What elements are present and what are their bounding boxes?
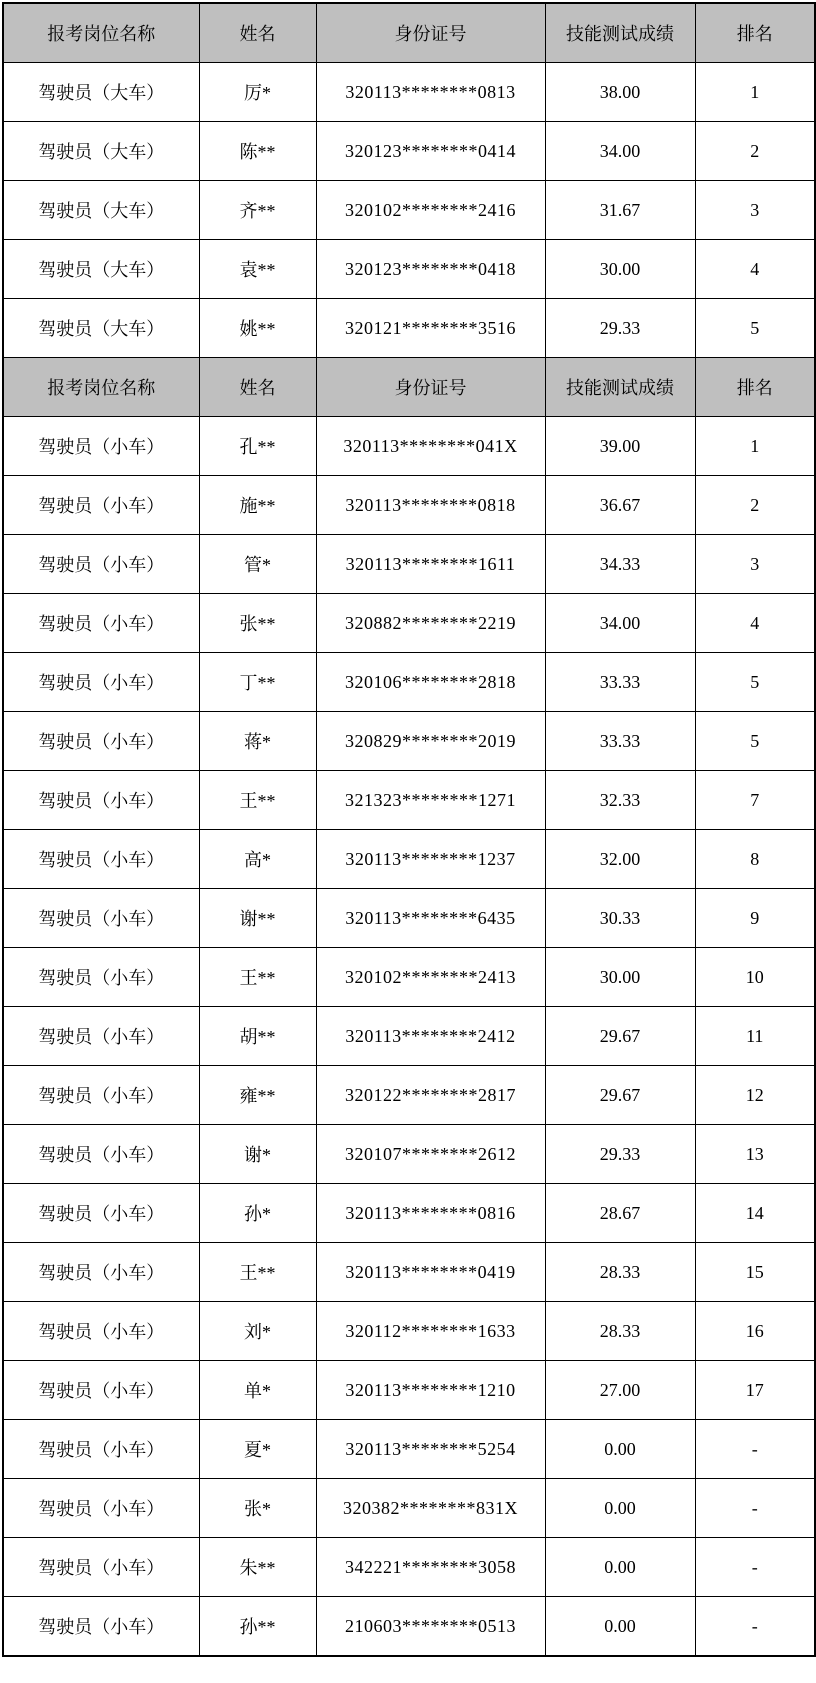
cell-id: 320113********1237 (316, 830, 545, 889)
cell-score: 29.33 (545, 299, 695, 358)
cell-score: 39.00 (545, 417, 695, 476)
cell-position: 驾驶员（大车） (3, 181, 199, 240)
table-row (3, 181, 815, 240)
col-header-id: 身份证号 (316, 358, 545, 417)
cell-id: 320102********2416 (316, 181, 545, 240)
cell-score: 0.00 (545, 1420, 695, 1479)
cell-name: 袁** (199, 240, 316, 299)
cell-score: 28.33 (545, 1302, 695, 1361)
cell-score: 33.33 (545, 653, 695, 712)
cell-rank: 16 (695, 1302, 815, 1361)
col-header-name: 姓名 (199, 358, 316, 417)
cell-rank: 3 (695, 535, 815, 594)
cell-position: 驾驶员（小车） (3, 653, 199, 712)
cell-rank: 2 (695, 476, 815, 535)
cell-name: 张** (199, 594, 316, 653)
cell-rank: 15 (695, 1243, 815, 1302)
cell-id: 320113********0419 (316, 1243, 545, 1302)
cell-id: 320113********0818 (316, 476, 545, 535)
col-header-rank: 排名 (695, 358, 815, 417)
cell-id: 320122********2817 (316, 1066, 545, 1125)
cell-rank: 9 (695, 889, 815, 948)
cell-id: 320123********0414 (316, 122, 545, 181)
cell-position: 驾驶员（小车） (3, 1302, 199, 1361)
cell-name: 厉* (199, 63, 316, 122)
cell-id: 320102********2413 (316, 948, 545, 1007)
table-row (3, 771, 815, 830)
cell-rank: 5 (695, 653, 815, 712)
cell-id: 320113********1210 (316, 1361, 545, 1420)
col-header-score: 技能测试成绩 (545, 358, 695, 417)
cell-position: 驾驶员（小车） (3, 771, 199, 830)
cell-position: 驾驶员（小车） (3, 1066, 199, 1125)
cell-id: 342221********3058 (316, 1538, 545, 1597)
cell-id: 321323********1271 (316, 771, 545, 830)
cell-score: 32.00 (545, 830, 695, 889)
cell-name: 管* (199, 535, 316, 594)
cell-name: 姚** (199, 299, 316, 358)
table-row (3, 1184, 815, 1243)
col-header-position: 报考岗位名称 (3, 358, 199, 417)
table-row (3, 1007, 815, 1066)
cell-id: 320107********2612 (316, 1125, 545, 1184)
col-header-score: 技能测试成绩 (545, 3, 695, 63)
cell-position: 驾驶员（小车） (3, 1361, 199, 1420)
cell-id: 320121********3516 (316, 299, 545, 358)
table-row (3, 417, 815, 476)
cell-rank: 4 (695, 594, 815, 653)
cell-score: 34.00 (545, 594, 695, 653)
table-row (3, 1302, 815, 1361)
table-row (3, 63, 815, 122)
cell-name: 张* (199, 1479, 316, 1538)
cell-name: 蒋* (199, 712, 316, 771)
cell-position: 驾驶员（小车） (3, 417, 199, 476)
cell-id: 320113********0816 (316, 1184, 545, 1243)
cell-position: 驾驶员（小车） (3, 1538, 199, 1597)
cell-rank: 17 (695, 1361, 815, 1420)
cell-score: 29.67 (545, 1066, 695, 1125)
cell-position: 驾驶员（小车） (3, 476, 199, 535)
cell-score: 28.67 (545, 1184, 695, 1243)
cell-name: 王** (199, 771, 316, 830)
cell-rank: 14 (695, 1184, 815, 1243)
table-row (3, 653, 815, 712)
cell-rank: 2 (695, 122, 815, 181)
cell-name: 夏* (199, 1420, 316, 1479)
cell-position: 驾驶员（小车） (3, 1125, 199, 1184)
table-row (3, 594, 815, 653)
cell-name: 王** (199, 1243, 316, 1302)
table-row (3, 476, 815, 535)
cell-name: 丁** (199, 653, 316, 712)
cell-id: 320113********6435 (316, 889, 545, 948)
cell-score: 0.00 (545, 1538, 695, 1597)
col-header-name: 姓名 (199, 3, 316, 63)
table-row (3, 1420, 815, 1479)
cell-position: 驾驶员（大车） (3, 240, 199, 299)
cell-rank: 1 (695, 63, 815, 122)
table-row (3, 1125, 815, 1184)
col-header-position: 报考岗位名称 (3, 3, 199, 63)
cell-id: 320123********0418 (316, 240, 545, 299)
table-row (3, 1479, 815, 1538)
cell-position: 驾驶员（小车） (3, 594, 199, 653)
cell-score: 0.00 (545, 1597, 695, 1657)
cell-score: 33.33 (545, 712, 695, 771)
cell-rank: 5 (695, 712, 815, 771)
cell-position: 驾驶员（大车） (3, 122, 199, 181)
table-row (3, 889, 815, 948)
cell-position: 驾驶员（小车） (3, 1184, 199, 1243)
cell-rank: 7 (695, 771, 815, 830)
cell-score: 32.33 (545, 771, 695, 830)
table-row (3, 1538, 815, 1597)
cell-id: 320113********1611 (316, 535, 545, 594)
cell-score: 29.33 (545, 1125, 695, 1184)
cell-id: 320382********831X (316, 1479, 545, 1538)
cell-rank: 4 (695, 240, 815, 299)
cell-name: 单* (199, 1361, 316, 1420)
cell-score: 36.67 (545, 476, 695, 535)
cell-score: 27.00 (545, 1361, 695, 1420)
cell-name: 孔** (199, 417, 316, 476)
results-table (2, 2, 816, 1657)
cell-score: 0.00 (545, 1479, 695, 1538)
table-row (3, 535, 815, 594)
cell-score: 28.33 (545, 1243, 695, 1302)
cell-name: 孙** (199, 1597, 316, 1657)
cell-rank: - (695, 1420, 815, 1479)
table-row (3, 830, 815, 889)
cell-id: 320112********1633 (316, 1302, 545, 1361)
cell-name: 孙* (199, 1184, 316, 1243)
table-row (3, 1066, 815, 1125)
cell-position: 驾驶员（大车） (3, 63, 199, 122)
cell-rank: 13 (695, 1125, 815, 1184)
cell-id: 320113********0813 (316, 63, 545, 122)
cell-name: 齐** (199, 181, 316, 240)
table-row (3, 299, 815, 358)
cell-name: 谢* (199, 1125, 316, 1184)
cell-rank: - (695, 1479, 815, 1538)
cell-position: 驾驶员（小车） (3, 948, 199, 1007)
cell-position: 驾驶员（小车） (3, 1007, 199, 1066)
cell-rank: 1 (695, 417, 815, 476)
cell-id: 320829********2019 (316, 712, 545, 771)
cell-rank: 8 (695, 830, 815, 889)
cell-id: 210603********0513 (316, 1597, 545, 1657)
cell-rank: - (695, 1538, 815, 1597)
cell-id: 320113********2412 (316, 1007, 545, 1066)
cell-id: 320113********5254 (316, 1420, 545, 1479)
cell-rank: 10 (695, 948, 815, 1007)
table-row (3, 1361, 815, 1420)
cell-score: 34.33 (545, 535, 695, 594)
cell-name: 王** (199, 948, 316, 1007)
cell-rank: 5 (695, 299, 815, 358)
cell-rank: 12 (695, 1066, 815, 1125)
table-row (3, 712, 815, 771)
table-header-row-large-vehicle (3, 3, 815, 63)
cell-name: 陈** (199, 122, 316, 181)
table-row (3, 122, 815, 181)
cell-rank: 3 (695, 181, 815, 240)
cell-name: 雍** (199, 1066, 316, 1125)
cell-position: 驾驶员（小车） (3, 1597, 199, 1657)
cell-score: 30.00 (545, 240, 695, 299)
cell-position: 驾驶员（小车） (3, 1243, 199, 1302)
col-header-id: 身份证号 (316, 3, 545, 63)
cell-name: 施** (199, 476, 316, 535)
cell-score: 30.00 (545, 948, 695, 1007)
col-header-rank: 排名 (695, 3, 815, 63)
table-row (3, 1597, 815, 1657)
cell-name: 谢** (199, 889, 316, 948)
cell-position: 驾驶员（小车） (3, 1479, 199, 1538)
cell-score: 29.67 (545, 1007, 695, 1066)
cell-id: 320113********041X (316, 417, 545, 476)
cell-score: 38.00 (545, 63, 695, 122)
cell-position: 驾驶员（小车） (3, 1420, 199, 1479)
cell-score: 30.33 (545, 889, 695, 948)
cell-position: 驾驶员（小车） (3, 535, 199, 594)
table-row (3, 240, 815, 299)
cell-score: 31.67 (545, 181, 695, 240)
cell-name: 朱** (199, 1538, 316, 1597)
cell-position: 驾驶员（小车） (3, 830, 199, 889)
cell-score: 34.00 (545, 122, 695, 181)
table-row (3, 1243, 815, 1302)
cell-name: 刘* (199, 1302, 316, 1361)
cell-rank: 11 (695, 1007, 815, 1066)
cell-name: 胡** (199, 1007, 316, 1066)
cell-position: 驾驶员（大车） (3, 299, 199, 358)
cell-name: 高* (199, 830, 316, 889)
cell-rank: - (695, 1597, 815, 1657)
cell-position: 驾驶员（小车） (3, 889, 199, 948)
table-header-row-small-vehicle (3, 358, 815, 417)
table-row (3, 948, 815, 1007)
cell-id: 320882********2219 (316, 594, 545, 653)
cell-id: 320106********2818 (316, 653, 545, 712)
cell-position: 驾驶员（小车） (3, 712, 199, 771)
